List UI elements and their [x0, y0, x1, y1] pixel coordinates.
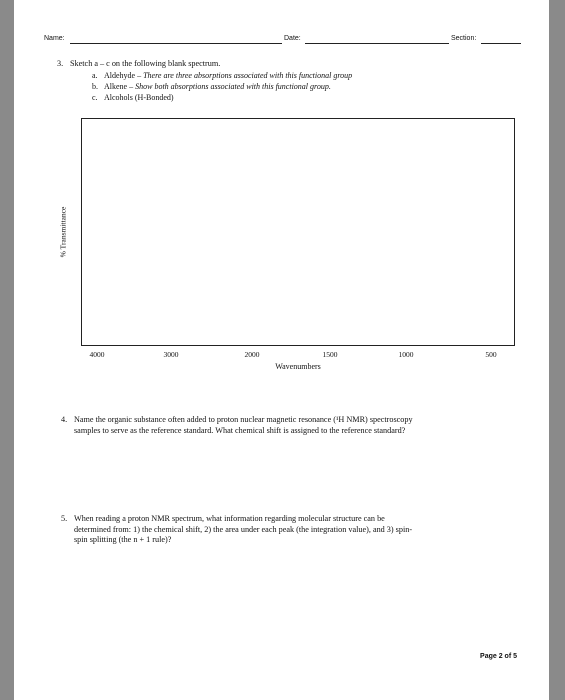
y-axis-label: % Transmittance — [58, 206, 68, 258]
q3-item-b — [92, 82, 331, 92]
x-tick-label: 500 — [485, 350, 497, 359]
item-label: Alcohols (H-Bonded) — [104, 93, 174, 102]
item-letter: b. — [92, 82, 98, 91]
question-prompt: Sketch a – c on the following blank spectrum. — [70, 59, 221, 68]
question-5 — [61, 514, 541, 548]
question-number: 3. — [57, 59, 64, 68]
question-4 — [61, 415, 541, 439]
x-tick-label: 1000 — [398, 350, 414, 359]
question-number: 5. — [61, 514, 68, 523]
worksheet-page — [14, 0, 549, 700]
item-note: There are three absorptions associated with this functional group — [143, 71, 353, 80]
x-tick-label: 1500 — [322, 350, 338, 359]
header — [14, 35, 549, 49]
blank-spectrum-plot[interactable] — [81, 118, 515, 346]
question-number: 4. — [61, 415, 68, 424]
item-label: Alkene – — [104, 82, 136, 91]
item-label: Aldehyde – — [104, 71, 144, 80]
x-tick-label: 4000 — [89, 350, 105, 359]
name-label: Name: — [44, 35, 65, 42]
question-text-line: Name the organic substance often added to proton nuclear magnetic resonance (¹H NMR) spectroscopy — [74, 415, 413, 424]
question-3 — [57, 59, 527, 71]
name-field[interactable] — [70, 43, 282, 44]
question-text-line: samples to serve as the reference standard. What chemical shift is assigned to the reference standard? — [74, 425, 406, 435]
q3-item-a — [92, 71, 352, 81]
page-number: Page 2 of 5 — [480, 653, 517, 660]
question-text-line: spin splitting (the n + 1 rule)? — [74, 535, 172, 544]
q3-item-c — [92, 93, 174, 103]
date-field[interactable] — [305, 43, 449, 44]
x-tick-label: 2000 — [244, 350, 260, 359]
item-letter: c. — [92, 93, 98, 102]
x-tick-label: 3000 — [163, 350, 179, 359]
item-letter: a. — [92, 71, 98, 80]
x-axis-label: Wavenumbers — [275, 362, 321, 371]
question-text-line: When reading a proton NMR spectrum, what information regarding molecular structure can be — [74, 514, 385, 523]
section-field[interactable] — [481, 43, 521, 44]
question-text-line: determined from: 1) the chemical shift, 2) the area under each peak (the integration value), and 3) spin- — [74, 524, 413, 534]
item-note: Show both absorptions associated with this functional group. — [135, 82, 331, 91]
section-label: Section: — [451, 35, 477, 42]
date-label: Date: — [284, 35, 301, 42]
